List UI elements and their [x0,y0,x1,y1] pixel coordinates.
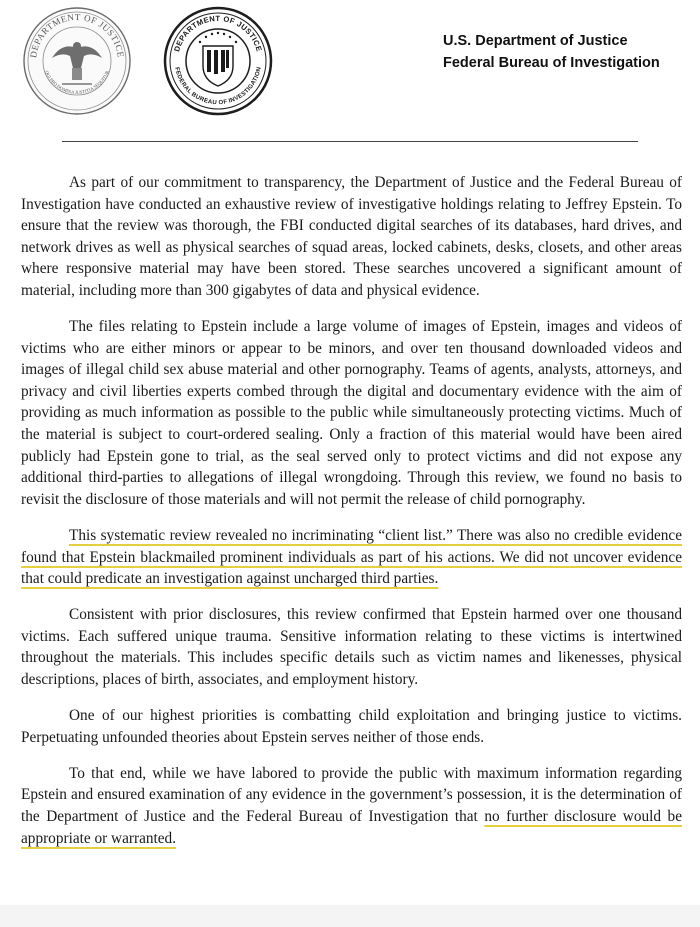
header-divider [62,141,638,142]
fbi-shield-icon [203,46,233,86]
agency-line-doj: U.S. Department of Justice [443,33,628,49]
fbi-seal-text: DEPARTMENT OF JUSTICE [172,13,264,53]
paragraph-6 [21,763,682,849]
fbi-seal [163,6,273,116]
memo-body [21,172,682,864]
doj-seal-text: DEPARTMENT OF JUSTICE [28,11,126,59]
paragraph-5: One of our highest priorities is combatting child exploitation and bringing justice to victims. Perpetuating unfounded theories about Epstein serves neither of those ends. [21,707,682,746]
paragraph-3 [21,525,682,590]
doj-seal [22,6,132,116]
agency-header [443,30,660,74]
page-footer-shade [0,905,700,927]
highlighted-text: This systematic review revealed no incriminating “client list.” There was also no credible evidence found that Epstein blackmailed prominent individuals as part of his actions. We did not uncover evidence that could predicate an investigation against uncharged third parties. [21,526,682,588]
agency-line-fbi: Federal Bureau of Investigation [443,55,660,71]
paragraph-6-text: To that end, while we have labored to provide the public with maximum information regarding Epstein and ensured examination of any evidence in the government’s possession, it is the determination of the Department of Justice and the Federal Bureau of Investigation that [21,764,682,825]
paragraph-4: Consistent with prior disclosures, this review confirmed that Epstein harmed over one thousand victims. Each suffered unique trauma. Sensitive information relating to these victims is intertwined throughout the materials. This includes specific details such as victim names and likenesses, physical descriptions, places of birth, associates, and employment history. [21,606,682,688]
fbi-seal-bottom-text: FEDERAL BUREAU OF INVESTIGATION [173,66,263,107]
highlighted-conclusion: no further disclosure would be appropriate or warranted. [21,807,682,847]
paragraph-1: As part of our commitment to transparency, the Department of Justice and the Federal Bureau of Investigation have conducted an exhaustive review of investigative holdings relating to Jeffrey Epstein. To ensure that the review was thorough, the FBI conducted digital searches of its databases, hard drives, and network drives as well as physical searches of squad areas, locked cabinets, desks, closets, and other areas where responsive material may have been stored. These searches uncovered a significant amount of material, including more than 300 gigabytes of data and physical evidence. [21,174,682,299]
paragraph-2: The files relating to Epstein include a large volume of images of Epstein, images and videos of victims who are either minors or appear to be minors, and over ten thousand downloaded videos and images of illegal child sex abuse material and other pornography. Teams of agents, analysts, attorneys, and privacy and civil liberties experts combed through the digital and documentary evidence with the aim of providing as much information as possible to the public while simultaneously protecting victims. Much of the material is subject to court-ordered sealing. Only a fraction of this material would have been aired publicly had Epstein gone to trial, as the seal served only to protect victims and did not expose any additional third-parties to allegations of illegal wrongdoing. Through this review, we found no basis to revisit the disclosure of those materials and will not permit the release of child pornography. [21,318,682,508]
doj-seal-motto: QUI PRO DOMINA JUSTITIA SEQUITUR [44,69,110,95]
